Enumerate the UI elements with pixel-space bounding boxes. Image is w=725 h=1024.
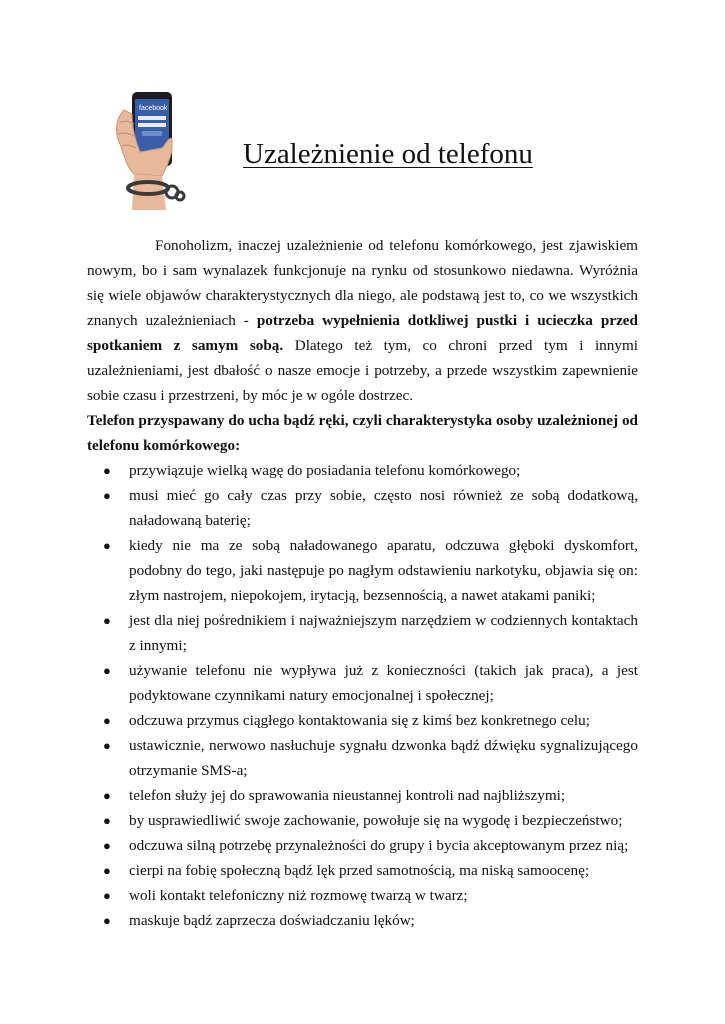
phone-illustration [110, 88, 190, 210]
list-item-text: odczuwa przymus ciągłego kontaktowania się z kimś bez konkretnego celu; [129, 712, 590, 729]
list-item [87, 458, 638, 483]
list-item-text: musi mieć go cały czas przy sobie, często nosi również ze sobą dodatkową, naładowaną baterię; [129, 487, 638, 529]
bullet-icon: ● [103, 788, 111, 803]
list-item-text: by usprawiedliwić swoje zachowanie, powołuje się na wygodę i bezpieczeństwo; [129, 812, 623, 829]
list-item-text: woli kontakt telefoniczny niż rozmowę twarzą w twarz; [129, 887, 468, 904]
list-item-text: przywiązuje wielką wagę do posiadania telefonu komórkowego; [129, 462, 521, 479]
bullet-icon: ● [103, 738, 111, 753]
section-heading: Telefon przyspawany do ucha bądź ręki, czyli charakterystyka osoby uzależnionej od telefonu komórkowego: [87, 412, 638, 454]
list-item [87, 833, 638, 858]
list-item-text: telefon służy jej do sprawowania nieustannej kontroli nad najbliższymi; [129, 787, 566, 804]
list-item [87, 808, 638, 833]
list-item-text: cierpi na fobię społeczną bądź lęk przed samotnością, ma niską samoocenę; [129, 862, 590, 879]
list-item [87, 658, 638, 708]
list-item-text: używanie telefonu nie wypływa już z konieczności (takich jak praca), a jest podyktowane czynnikami natury emocjonalnej i społecznej; [129, 662, 638, 704]
bullet-icon: ● [103, 888, 111, 903]
bullet-icon: ● [103, 713, 111, 728]
list-item [87, 733, 638, 783]
phone-screen-text: facebook [139, 105, 168, 112]
bullet-icon: ● [103, 538, 111, 553]
list-item [87, 858, 638, 883]
list-item [87, 483, 638, 533]
list-item-text: kiedy nie ma ze sobą naładowanego aparatu, odczuwa głęboki dyskomfort, podobny do tego, jaki następuje po nagłym odstawieniu narkotyku, objawia się on: złym nastrojem, niepokojem, irytacją, bezsennością, a nawet atakami paniki; [129, 537, 638, 604]
bullet-list [87, 458, 638, 933]
list-item [87, 783, 638, 808]
intro-emphasis: potrzeba wypełnienia dotkliwej pustki i ucieczka przed spotkaniem z samym sobą. [87, 312, 638, 354]
bullet-icon: ● [103, 913, 111, 928]
list-item [87, 883, 638, 908]
document-body [87, 233, 638, 933]
bullet-icon: ● [103, 813, 111, 828]
list-item-text: ustawicznie, nerwowo nasłuchuje sygnału dzwonka bądź dźwięku sygnalizującego otrzymanie SMS-a; [129, 737, 638, 779]
bullet-icon: ● [103, 613, 111, 628]
list-item [87, 908, 638, 933]
list-item-text: maskuje bądź zaprzecza doświadczaniu lęków; [129, 912, 415, 929]
bullet-icon: ● [103, 488, 111, 503]
list-item [87, 708, 638, 733]
bullet-icon: ● [103, 663, 111, 678]
list-item-text: jest dla niej pośrednikiem i najważniejszym narzędziem w codziennych kontaktach z innymi; [129, 612, 638, 654]
intro-paragraph: Fonoholizm, inaczej uzależnienie od telefonu komórkowego, jest zjawiskiem nowym, bo i sam wynalazek funkcjonuje na rynku od stosunkowo niedawna. Wyróżnia się wiele objawów charakterystycznych dla niego, ale podstawą jest to, co we wszystkich znanych uzależnieniach - potrzeba wypełnienia dotkliwej pustki i ucieczka przed spotkaniem z samym sobą. Dlatego też tym, co chroni przed tym i innymi uzależnieniami, jest dbałość o nasze emocje i potrzeby, a przede wszystkim zapewnienie sobie czasu i przestrzeni, by móc je w ogóle dostrzec. [87, 237, 638, 404]
bullet-icon: ● [103, 863, 111, 878]
bullet-icon: ● [103, 838, 111, 853]
list-item-text: odczuwa silną potrzebę przynależności do grupy i bycia akceptowanym przez nią; [129, 837, 629, 854]
bullet-icon: ● [103, 463, 111, 478]
hand-holding-phone-icon [110, 88, 190, 210]
list-item [87, 608, 638, 658]
list-item [87, 533, 638, 608]
page-title: Uzależnienie od telefonu [243, 138, 533, 170]
